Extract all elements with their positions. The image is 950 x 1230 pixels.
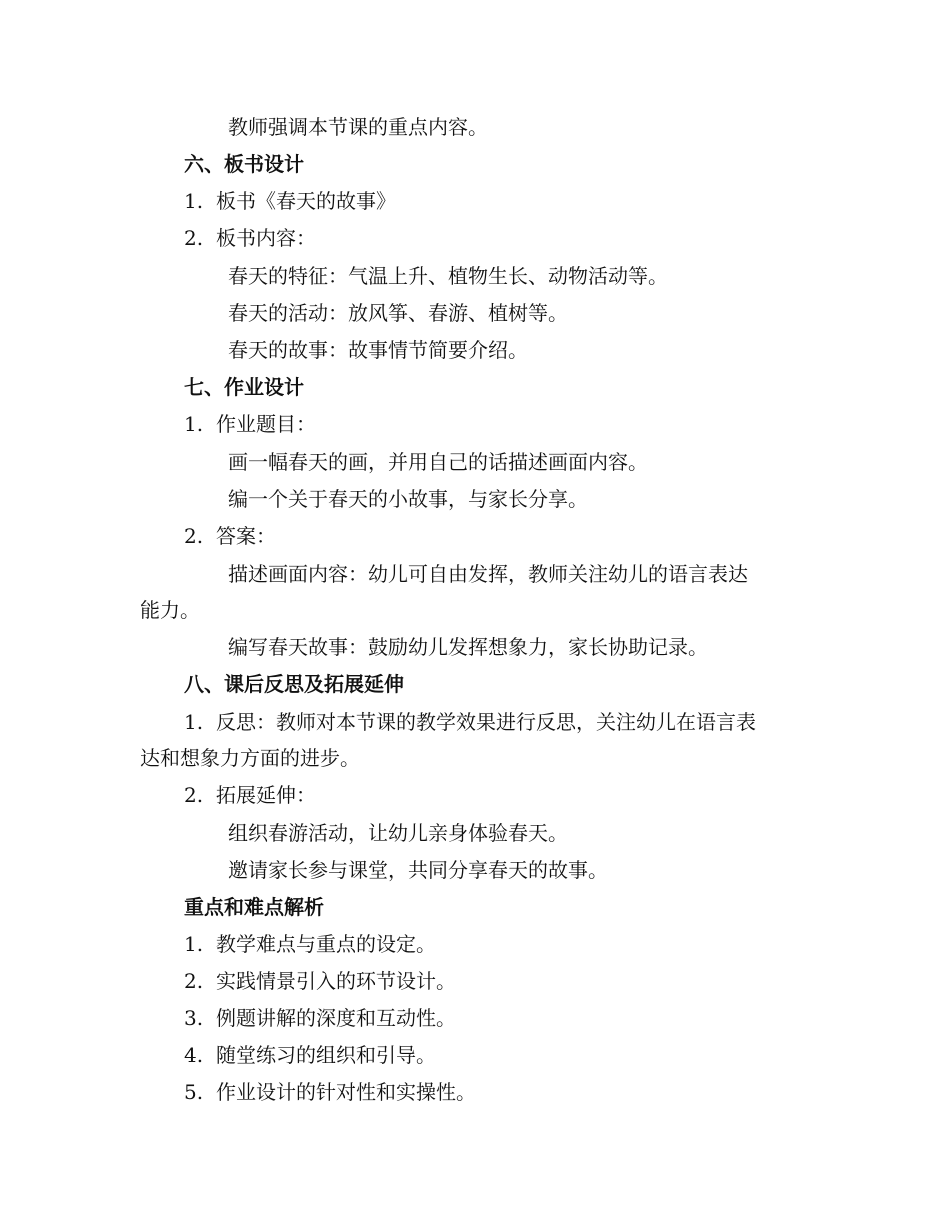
list-item	[184, 930, 436, 958]
list-item	[184, 1004, 456, 1032]
list-item	[184, 1078, 476, 1106]
list-text: 实践情景引入的环节设计。	[216, 969, 456, 993]
list-number: 4.	[184, 1043, 204, 1067]
section-heading-8: 八、课后反思及拓展延伸	[184, 672, 404, 696]
sub-item: 编一个关于春天的小故事，与家长分享。	[228, 487, 588, 511]
list-text: 拓展延伸：	[216, 783, 316, 807]
list-item	[184, 410, 316, 438]
list-text: 反思：教师对本节课的教学效果进行反思，关注幼儿在语言表	[216, 710, 756, 734]
key-points-heading: 重点和难点解析	[184, 895, 324, 919]
list-number: 2.	[184, 226, 204, 250]
list-number: 1.	[184, 710, 204, 734]
answer-line: 描述画面内容：幼儿可自由发挥，教师关注幼儿的语言表达	[228, 562, 748, 586]
sub-item: 邀请家长参与课堂，共同分享春天的故事。	[228, 858, 608, 882]
sub-item: 春天的特征：气温上升、植物生长、动物活动等。	[228, 264, 668, 288]
list-number: 1.	[184, 189, 204, 213]
list-text: 例题讲解的深度和互动性。	[216, 1006, 456, 1030]
list-text: 板书内容：	[216, 226, 316, 250]
answer-line-continued: 能力。	[140, 598, 200, 622]
list-number: 2.	[184, 524, 204, 548]
list-text-continued: 达和想象力方面的进步。	[140, 746, 360, 770]
list-item	[184, 967, 456, 995]
intro-line: 教师强调本节课的重点内容。	[228, 115, 488, 139]
section-heading-7: 七、作业设计	[184, 375, 304, 399]
list-item	[184, 522, 276, 550]
list-number: 2.	[184, 783, 204, 807]
list-text: 作业题目：	[216, 412, 316, 436]
list-text: 答案：	[216, 524, 276, 548]
list-text: 板书《春天的故事》	[216, 189, 396, 213]
list-item	[184, 1041, 436, 1069]
list-number: 5.	[184, 1080, 204, 1104]
list-item	[184, 187, 396, 215]
list-text: 随堂练习的组织和引导。	[216, 1043, 436, 1067]
section-heading-6: 六、板书设计	[184, 152, 304, 176]
list-number: 2.	[184, 969, 204, 993]
list-number: 1.	[184, 412, 204, 436]
list-number: 1.	[184, 932, 204, 956]
list-number: 3.	[184, 1006, 204, 1030]
sub-item: 组织春游活动，让幼儿亲身体验春天。	[228, 821, 568, 845]
list-item	[184, 781, 316, 809]
sub-item: 春天的故事：故事情节简要介绍。	[228, 338, 528, 362]
sub-item: 画一幅春天的画，并用自己的话描述画面内容。	[228, 450, 648, 474]
list-text: 作业设计的针对性和实操性。	[216, 1080, 476, 1104]
sub-item: 春天的活动：放风筝、春游、植树等。	[228, 301, 568, 325]
answer-line: 编写春天故事：鼓励幼儿发挥想象力，家长协助记录。	[228, 635, 708, 659]
list-item	[184, 708, 756, 736]
list-text: 教学难点与重点的设定。	[216, 932, 436, 956]
list-item	[184, 224, 316, 252]
